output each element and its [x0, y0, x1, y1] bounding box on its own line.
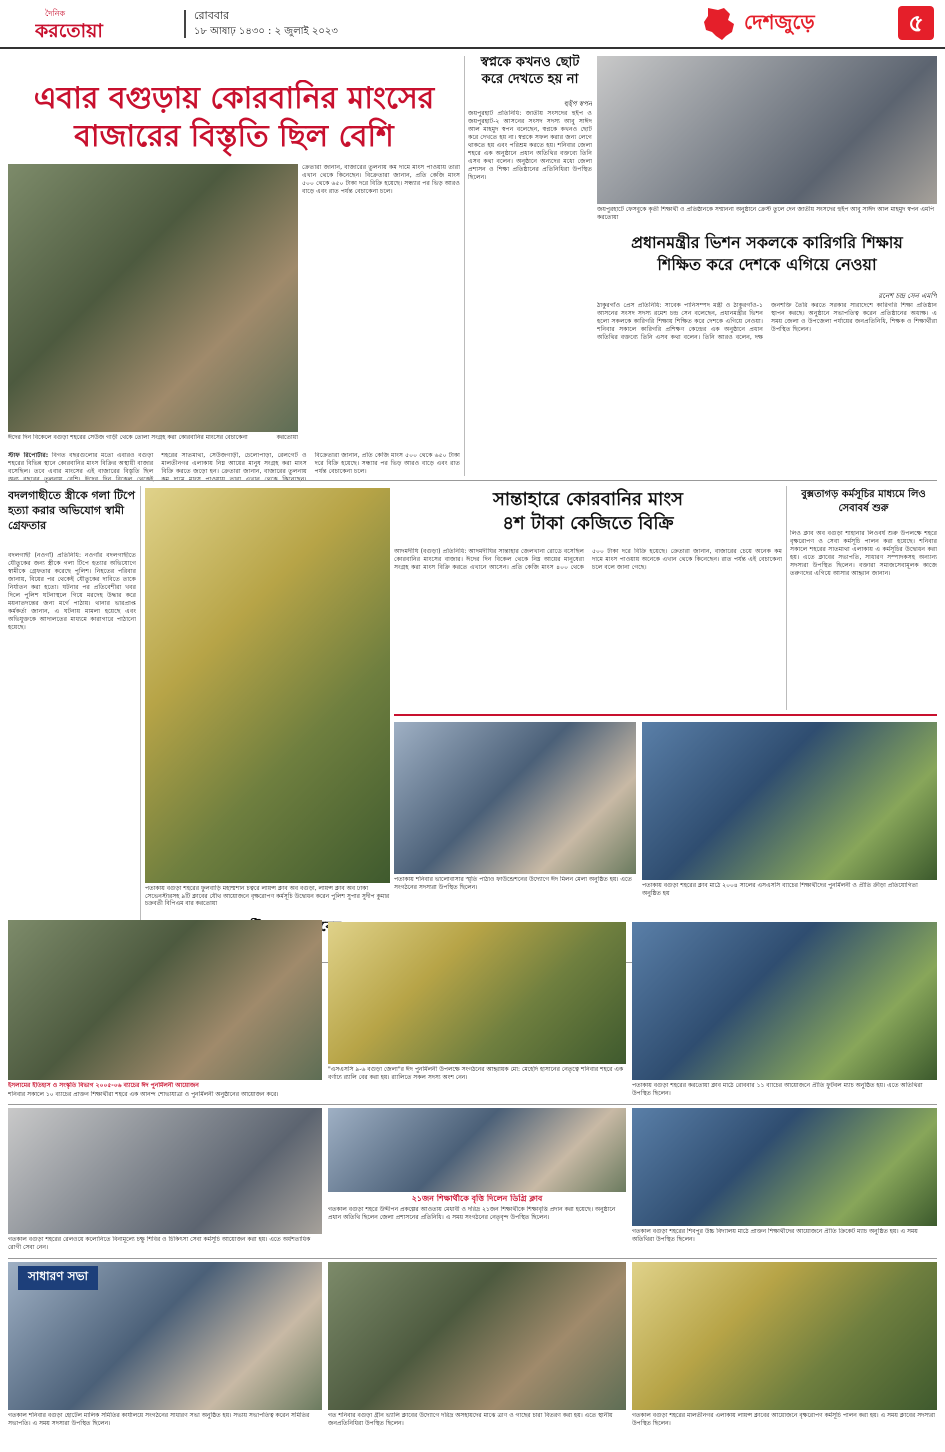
story2-headline [468, 54, 592, 96]
story6-headline-line2: ৪শ টাকা কেজিতে বিক্রি [502, 513, 674, 534]
row4-photo-3 [632, 1108, 937, 1226]
story2-caption-text: জয়পুরহাটে ফেসবুকে কৃতী শিক্ষার্থী ও প্রতিষ্ঠানকে সম্মাননা অনুষ্ঠানে ক্রেস্ট তুলে দেন জাতীয় সংসদের হুইপ আবু সাঈদ আল মাহমুদ স্বপন এমপি [597, 206, 935, 213]
story2-photo [597, 56, 937, 204]
row4-photo-1 [8, 1108, 322, 1234]
col-divider-3 [786, 486, 787, 710]
story2-byline: হুইপ স্বপন [563, 100, 592, 108]
lead-headline-line2: বাজারের বিস্তৃতি ছিল বেশি [74, 119, 394, 154]
masthead-date: ১৮ আষাঢ় ১৪৩০ : ২ জুলাই ২০২৩ [194, 26, 338, 37]
row4-caption-2-title: ২১জন শিক্ষার্থীকে বৃত্তি দিলেন ডিগ্রি ক্লাব [411, 1194, 543, 1203]
brand-small: দৈনিক [45, 9, 66, 18]
row4-caption-3: গতকাল বগুড়া শহরের শিবপুর উচ্চ বিদ্যালয় মাঠে প্রাক্তন শিক্ষার্থীদের আয়োজনে প্রীতি ক্রিকেট ম্যাচ অনুষ্ঠিত হয়। এ সময় অতিথিরা উপস্থিত ছিলেন। [632, 1228, 918, 1243]
row5-caption-2: গত শনিবার বগুড়া গ্রীন ভ্যালি ক্লাবের উদ্যোগে দরিদ্র অসহায়দের মাঝে ত্রাণ ও গাছের চারা বিতরণ করা হয়। এতে স্থানীয় জনপ্রতিনিধিরা উপস্থিত ছিলেন। [328, 1412, 613, 1427]
story2-caption-credit: করতোয়া [597, 213, 619, 221]
lead-dateline: স্টাফ রিপোর্টার: [8, 452, 49, 459]
row5-photo-3 [632, 1262, 937, 1410]
lead-caption-text: ঈদের দিন বিকেলে বগুড়া শহরের সেউজ গাড়ী থেকে তোলা সংগ্রহ করা কোরবানির মাংসের বেচাকেনা [8, 434, 248, 441]
row2-caption-2: পতাকায় বগুড়া শহরের ক্লাব মাঠে ২০০৪ সালের এসএসসি ব্যাচের শিক্ষার্থীদের পুনর্মিলনী ও প্রীতি ক্রীড়া প্রতিযোগিতা অনুষ্ঠিত হয় [642, 882, 918, 897]
story4-headline [8, 488, 136, 548]
page-number: ৫ [908, 9, 924, 37]
row3-photo-2 [328, 922, 626, 1064]
row3-caption-1: শনিবার সকালে ১০ ব্যাচের প্রাক্তন শিক্ষার্থীরা শহরে এক আনন্দ শোভাযাত্রা ও পুনর্মিলনী অনুষ্ঠানের আয়োজন করে। [8, 1091, 279, 1098]
masthead-rule [0, 47, 945, 49]
section-rule-2 [394, 714, 937, 716]
lead-body-2: ক্রেতারা জানান, বাজারের তুলনায় কম দামে মাংস পাওয়ায় তারা এখান থেকে কিনেছেন। বিক্রেতারা জানান, প্রতি কেজি মাংস ৫০০ থেকে ৬৫০ টাকা দরে বিক্রি হয়েছে। সন্ধ্যার পর ভিড় আরও বাড়ে এবং রাত পর্যন্ত বেচাকেনা চলে। [302, 164, 460, 195]
brand-name: করতোয়া [35, 20, 103, 40]
lead-caption-credit: করতোয়া [276, 434, 298, 441]
lead-photo-caption [8, 434, 298, 450]
lead-headline [8, 80, 460, 160]
masthead [0, 0, 945, 46]
story7-headline [790, 488, 937, 528]
row2-photo-1 [394, 722, 636, 874]
bangladesh-map-icon [700, 6, 740, 42]
brand-logo [35, 8, 185, 40]
masthead-day: রোববার [194, 9, 230, 22]
story4-headline-text: বদলগাছীতে স্ত্রীকে গলা টিপে হত্যা করার অভিযোগ স্বামী গ্রেফতার [8, 489, 135, 532]
story2-body: জয়পুরহাট প্রতিনিধি: জাতীয় সংসদের হুইপ ও জয়পুরহাট-২ আসনের সংসদ সদস্য আবু সাঈদ আল মাহমুদ স্বপন বলেছেন, স্বপ্নকে কখনও ছোট করে দেখতে হয় না। স্বপ্নকে সফল করার জন্য লেগে থাকতে হয় এবং পরিশ্রম করতে হয়। শনিবার জেলা শহরে এক অনুষ্ঠানে প্রধান অতিথির বক্তব্যে তিনি এসব কথা বলেন। অনুষ্ঠানে অন্যদের মধ্যে জেলা প্রশাসন ও শিক্ষা প্রতিষ্ঠানের প্রতিনিধিরা উপস্থিত ছিলেন। [468, 110, 592, 181]
section-rule-1 [8, 480, 937, 481]
story5-headline-line1: ক্লাবের [304, 919, 342, 935]
story5-caption-credit: করতোয়া [195, 900, 218, 907]
lead-body-1b: ক্রেতারা জানান, বাজারের তুলনায় বিক্রেতারা জানান, প্রতি কেজি মাংস ৫০০ থেকে ৬৫০ টাকা দরে বিক্রি হয়েছে। সন্ধ্যার পর ভিড় আরও বাড়ে এবং রাত পর্যন্ত বেচাকেনা চলে। [221, 452, 460, 475]
story2-headline-text: স্বপ্নকে কখনও ছোট করে দেখতে হয় না [480, 55, 580, 87]
story3-body-1: ঠাকুরগাঁও প্রেস প্রতিনিধি: সাবেক পানিসম্পদ মন্ত্রী ও ঠাকুরগাঁও-১ আসনের সংসদ সদস্য রমেশ চন্দ্র সেন বলেছেন, প্রধানমন্ত্রীর ভিশন হলো সকলকে কারিগরি শিক্ষায় শিক্ষিত করে দেশকে এগিয়ে নেওয়া। শনিবার সকালে কারিগরি প্রশিক্ষণ কেন্দ্রের এক অনুষ্ঠানে প্রধান অতিথির বক্তব্যে তিনি এসব কথা বলেন। [597, 302, 763, 341]
row2-photo-2 [642, 722, 937, 880]
row3-caption-3: পতাকায় বগুড়া শহরের করতোয়া ক্লাব মাঠে রোববার ১১ ব্যাচের আয়োজনে প্রীতি ফুটবল ম্যাচ অনুষ্ঠিত হয়। এতে অতিথিরা উপস্থিত ছিলেন। [632, 1082, 923, 1097]
story5-caption [145, 885, 390, 917]
story3-byline: রনেশ চন্দ্র সেন এমপি [878, 292, 937, 300]
row2-caption-1: পতাকায় শনিবার ভালোবাসার স্মৃতি পাঠাও ফাউন্ডেশনের উদ্যোগে ঈদ মিলন মেলা অনুষ্ঠিত হয়। এতে সংগঠনের সদস্যরা উপস্থিত ছিলেন। [394, 876, 632, 891]
row5-banner: সাধারণ সভা [18, 1266, 98, 1290]
page-number-badge [898, 6, 934, 40]
row5-photo-2 [328, 1262, 626, 1410]
story7-body: লিও ক্লাব অব বগুড়া শাহানার লিওবর্ষ শুরু উপলক্ষে শহরে বৃক্ষরোপণ ও সেবা কর্মসূচি পালন করা হয়েছে। শনিবার সকালে শহরের সাতমাথা এলাকায় এ কর্মসূচির উদ্বোধন করা হয়। এতে ক্লাবের সভাপতি, সাধারণ সম্পাদকসহ অন্যান্য সদস্যরা উপস্থিত ছিলেন। বক্তারা সমাজসেবামূলক কাজে তরুণদের এগিয়ে আসার আহ্বান জানান। [790, 530, 937, 577]
row5-caption-1: গতকাল শনিবার বগুড়া হোটেল মালিক সমিতির কার্যালয়ে সংগঠনের সাধারণ সভা অনুষ্ঠিত হয়। সভায় সভাপতিত্ব করেন সমিতির সভাপতি। এ সময় সদস্যরা উপস্থিত ছিলেন। [8, 1412, 310, 1427]
section-rule-5 [8, 1258, 937, 1259]
col-divider [464, 56, 465, 476]
row3-caption-1-title: ইসলামের ইতিহাস ও সংস্কৃতি বিভাগ ২০০৫-০৬ ব্যাচের ঈদ পুনর্মিলনী আয়োজন [8, 1082, 199, 1089]
section-header [700, 4, 940, 44]
row3-photo-3 [632, 922, 937, 1080]
row4-caption-1: গতকাল বগুড়া শহরের রেলওয়ে কলোনিতে বিনামূল্যে চক্ষু শিবির ও চিকিৎসা সেবা কর্মসূচি আয়োজন করা হয়। এতে অর্ধশতাধিক রোগী সেবা নেন। [8, 1236, 311, 1251]
row5-caption-3: গতকাল বগুড়া শহরের মালতীনগর এলাকায় লায়ন্স ক্লাবের আয়োজনে বৃক্ষরোপণ কর্মসূচি পালন করা হয়। এ সময় ক্লাবের সদস্যরা উপস্থিত ছিলেন। [632, 1412, 936, 1427]
story3-body [597, 302, 937, 474]
section-name: দেশজুড়ে [744, 10, 815, 34]
lead-headline-line1: এবার বগুড়ায় কোরবানির মাংসের [33, 81, 435, 116]
col-divider-2 [140, 486, 141, 956]
story4-body: বদলগাছী (নওগাঁ) প্রতিনিধি: নওগাঁর বদলগাছীতে যৌতুকের জন্য স্ত্রীকে গলা টিপে হত্যার অভিযোগে স্বামীকে গ্রেফতার করেছে পুলিশ। নিহতের পরিবার জানায়, বিয়ের পর থেকেই যৌতুকের দাবিতে তাকে নির্যাতন করা হতো। ঘটনার পর প্রতিবেশীরা খবর দিলে পুলিশ ঘটনাস্থলে গিয়ে মরদেহ উদ্ধার করে ময়নাতদন্তের জন্য মর্গে পাঠায়। থানার ভারপ্রাপ্ত কর্মকর্তা জানান, এ ঘটনায় মামলা হয়েছে এবং অভিযুক্তকে আদালতের মাধ্যমে কারাগারে পাঠানো হয়েছে। [8, 552, 136, 631]
story6-headline [394, 488, 782, 544]
story3-body-2: তিনি আরও বলেন, দক্ষ জনশক্তি তৈরি করতে সরকার সারাদেশে কারিগরি শিক্ষা প্রতিষ্ঠান স্থাপন করছে। অনুষ্ঠানে সভাপতিত্ব করেন প্রতিষ্ঠানের অধ্যক্ষ। এ সময় জেলা ও উপজেলা পর্যায়ের জনপ্রতিনিধি, শিক্ষক ও শিক্ষার্থীরা উপস্থিত ছিলেন। [702, 302, 937, 341]
lead-body-1: বিগত বছরগুলোর মতো এবারও বগুড়া শহরের বিভিন্ন স্থানে কোরবানির মাংস বিক্রির অস্থায়ী বাজার বসেছিল। তবে এবার মাংসের এই বাজারের বিস্তৃতি ছিল শহরের সাতমাথা, সেউজগাড়ী, চেলোপাড়া, রেলগেট ও মালতীনগর এলাকায় নিম্ন আয়ের মানুষ সংগ্রহ করা মাংস বিক্রি করতে জড়ো হন। [8, 452, 307, 475]
story7-headline-text: বুক্সতাগড় কর্মসূচির মাধ্যমে লিও সেবাবর্ষ শুরু [801, 489, 926, 514]
row4-caption-2: গতকাল বগুড়া শহরে উদ্দীপন প্রকল্পের আওতায় মেধাবী ও দরিদ্র ২১জন শিক্ষার্থীকে শিক্ষাবৃত্তি প্রদান করা হয়েছে। অনুষ্ঠানে প্রধান অতিথি ছিলেন জেলা প্রশাসনের প্রতিনিধি। এ সময় সংগঠনের নেতৃবৃন্দ উপস্থিত ছিলেন। [328, 1206, 616, 1221]
row5-photo-1 [8, 1262, 322, 1410]
story3-headline-line2: শিক্ষিত করে দেশকে এগিয়ে নেওয়া [657, 255, 877, 274]
row3-caption-2: "এসএসসি ৯-৬ বগুড়া জেলা"র ঈদ পুনর্মিলনী উপলক্ষে সংগঠনের আহ্বায়ক মো: মেহেদি হাসানের নেতৃত্বে শনিবার শহরে এক বর্ণাঢ্য র‍্যালি বের করা হয়। র‍্যালিতে সকল সদস্য অংশ নেন। [328, 1066, 624, 1081]
row3-photo-1 [8, 920, 322, 1080]
story5-photo [145, 488, 390, 883]
story5-caption-text: পতাকায় বগুড়া শহরের ফুলবাড়ি মহাশ্মশান চত্বরে লায়ন্স ক্লাব অব বগুড়া, লায়ন্স ক্লাব অব ঢাকা সেভেনস্টারসহ ৯টি ক্লাবের যৌথ আয়োজনে বৃক্ষরোপণ কর্মসূচি উদ্বোধন করেন পুলিশ সুপার সুদীপ কুমার চক্রবর্তী বিপিএম বার [145, 885, 390, 907]
row4-photo-2 [328, 1108, 626, 1192]
story3-headline [597, 232, 937, 288]
story6-body: আদমদীঘি (বগুড়া) প্রতিনিধি: আদমদীঘির সান্তাহার জেলখানা রোডে বসেছিল কোরবানির মাংসের বাজার। ঈদের দিন বিকেল থেকে নিম্ন আয়ের মানুষেরা সংগ্রহ করা মাংস বিক্রি করতে এখানে আসেন। প্রতি কেজি মাংস ৪০০ থেকে ৫০০ টাকা দরে বিক্রি হয়েছে। ক্রেতারা জানান, বাজারের চেয়ে অনেক কম দামে মাংস পাওয়ায় অনেকে এখান থেকে কিনেছেন। রাত পর্যন্ত এই বেচাকেনা চলে বলে জানা গেছে। [394, 548, 782, 571]
story6-headline-line1: সান্তাহারে কোরবানির মাংস [493, 489, 683, 510]
masthead-divider [184, 10, 186, 38]
section-rule-4 [8, 1104, 937, 1105]
story3-headline-line1: প্রধানমন্ত্রীর ভিশন সকলকে কারিগরি শিক্ষায় [631, 233, 903, 252]
story2-caption [597, 206, 937, 224]
lead-photo [8, 164, 298, 432]
lead-body-right [302, 164, 460, 444]
